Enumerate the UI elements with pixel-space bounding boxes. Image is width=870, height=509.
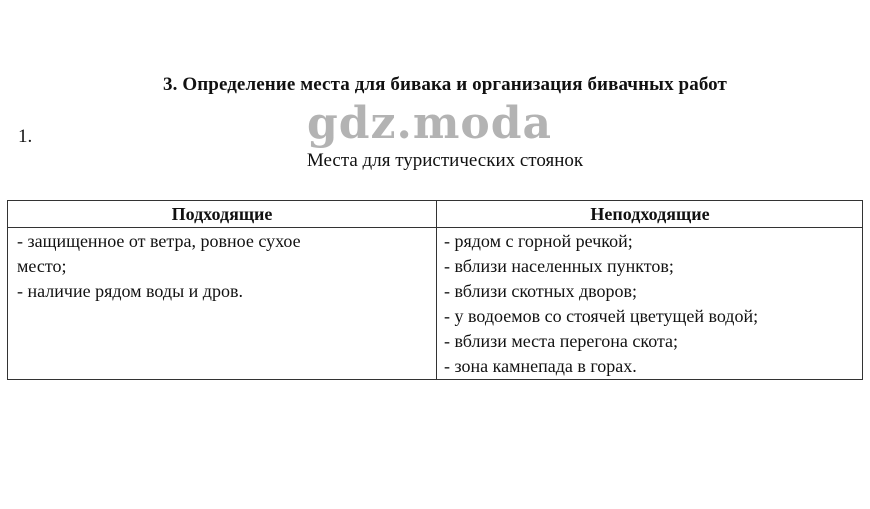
section-title: 3. Определение места для бивака и организация бивачных работ [163, 74, 727, 95]
suitable-cell [17, 229, 427, 304]
list-item: - вблизи места перегона скота; [444, 331, 679, 351]
watermark-logo: gdz.moda [307, 98, 553, 149]
campsite-table [7, 200, 863, 380]
list-item: место; [17, 256, 67, 276]
list-item: - вблизи скотных дворов; [444, 281, 638, 301]
item-number: 1. [18, 126, 33, 147]
header-divider [8, 227, 862, 228]
list-item: - защищенное от ветра, ровное сухое [17, 231, 301, 251]
list-item: - вблизи населенных пунктов; [444, 256, 674, 276]
list-item: - у водоемов со стоячей цветущей водой; [444, 306, 759, 326]
header-suitable: Подходящие [171, 204, 273, 224]
unsuitable-cell [444, 229, 860, 379]
table-caption: Места для туристических стоянок [306, 150, 584, 171]
list-item: - зона камнепада в горах. [444, 356, 637, 376]
header-unsuitable: Неподходящие [590, 204, 710, 224]
list-item: - рядом с горной речкой; [444, 231, 633, 251]
list-item: - наличие рядом воды и дров. [17, 281, 243, 301]
